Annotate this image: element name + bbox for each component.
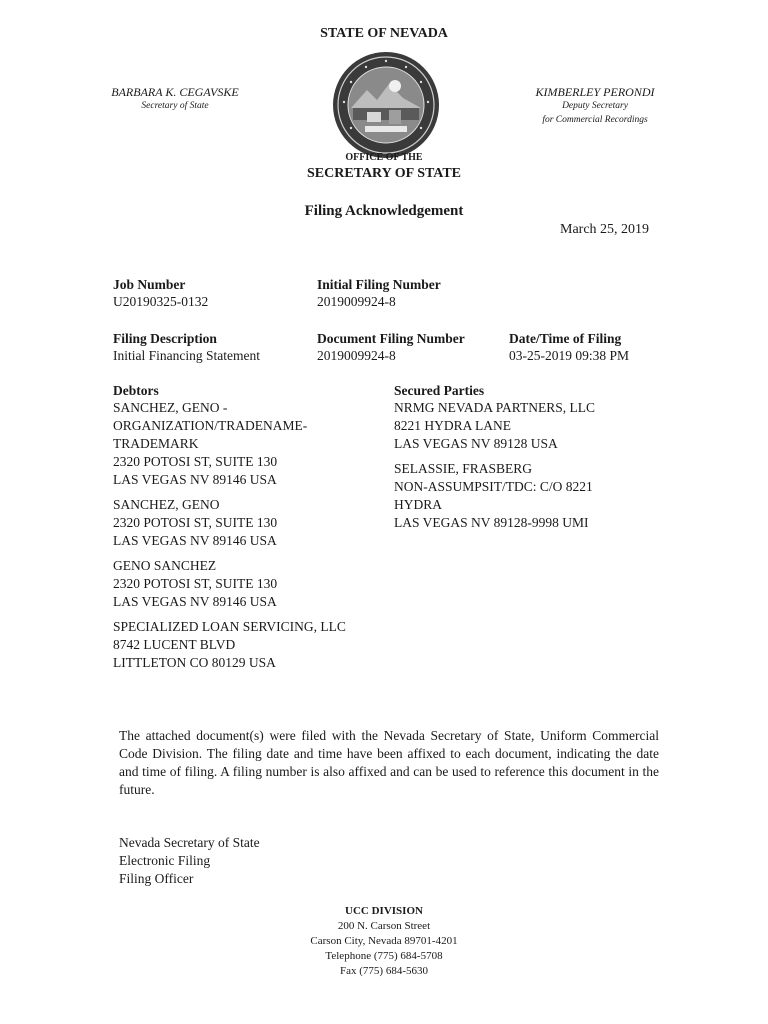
nevada-state-seal-icon [331, 50, 441, 160]
address-line: SANCHEZ, GENO [113, 497, 220, 512]
state-title: STATE OF NEVADA [320, 26, 448, 41]
filing-description-label: Filing Description [113, 331, 217, 346]
debtor-entry [113, 557, 383, 611]
address-line: LAS VEGAS NV 89146 USA [113, 533, 277, 548]
secured-party-entry [394, 460, 654, 532]
debtor-entry [113, 496, 383, 550]
address-line: LAS VEGAS NV 89128-9998 UMI [394, 515, 589, 530]
address-line: SELASSIE, FRASBERG [394, 461, 533, 476]
filing-notice-paragraph: The attached document(s) were filed with the Nevada Secretary of State, Uniform Commercial Code Division. The filing date and time have been affixed to each document, indicating the date and time of filing. A filing number is also affixed and can be used to reference this document in the future. [119, 728, 659, 797]
debtors-label: Debtors [113, 383, 159, 398]
document-filing-value: 2019009924-8 [317, 348, 396, 363]
signature-line: Nevada Secretary of State [119, 835, 260, 850]
deputy-name: KIMBERLEY PERONDI [535, 85, 655, 99]
address-line: 2320 POTOSI ST, SUITE 130 [113, 576, 278, 591]
datetime-filing-label: Date/Time of Filing [509, 331, 622, 346]
debtor-entry [113, 618, 383, 672]
secured-party-entry [394, 399, 654, 453]
address-line: 2320 POTOSI ST, SUITE 130 [113, 515, 278, 530]
address-line: NON-ASSUMPSIT/TDC: C/O 8221 [394, 479, 593, 494]
deputy-role-line2: for Commercial Recordings [542, 115, 648, 125]
filing-description-field [113, 330, 260, 364]
job-number-field [113, 276, 208, 310]
secretary-name: BARBARA K. CEGAVSKE [111, 85, 239, 99]
acknowledgement-date: March 25, 2019 [560, 222, 650, 237]
address-line: SANCHEZ, GENO - [113, 400, 228, 415]
document-filing-label: Document Filing Number [317, 331, 465, 346]
datetime-filing-value: 03-25-2019 09:38 PM [509, 348, 630, 363]
footer-street: 200 N. Carson Street [337, 920, 431, 932]
debtors-section [113, 382, 383, 679]
footer-address [0, 904, 768, 979]
debtor-entry [113, 399, 383, 489]
address-line: TRADEMARK [113, 436, 199, 451]
secretary-role: Secretary of State [141, 101, 209, 111]
job-number-label: Job Number [113, 277, 186, 292]
initial-filing-value: 2019009924-8 [317, 294, 396, 309]
datetime-filing-field [509, 330, 629, 364]
filing-description-value: Initial Financing Statement [113, 348, 260, 363]
address-line: 2320 POTOSI ST, SUITE 130 [113, 454, 278, 469]
footer-fax: Fax (775) 684-5630 [340, 965, 428, 977]
job-number-value: U20190325-0132 [113, 294, 209, 309]
address-line: LAS VEGAS NV 89146 USA [113, 594, 277, 609]
address-line: 8221 HYDRA LANE [394, 418, 511, 433]
secretary-of-state-block [95, 85, 255, 113]
signature-line: Filing Officer [119, 871, 194, 886]
initial-filing-label: Initial Filing Number [317, 277, 441, 292]
address-line: NRMG NEVADA PARTNERS, LLC [394, 400, 595, 415]
footer-phone: Telephone (775) 684-5708 [325, 950, 443, 962]
address-line: GENO SANCHEZ [113, 558, 217, 573]
office-of-label: OFFICE OF THE [345, 152, 423, 163]
footer-city: Carson City, Nevada 89701-4201 [310, 935, 458, 947]
secured-parties-label: Secured Parties [394, 383, 485, 398]
deputy-secretary-block [510, 85, 680, 127]
document-filing-field [317, 330, 465, 364]
initial-filing-field [317, 276, 441, 310]
signature-line: Electronic Filing [119, 853, 211, 868]
signature-block [119, 834, 260, 888]
address-line: 8742 LUCENT BLVD [113, 637, 236, 652]
address-line: LAS VEGAS NV 89128 USA [394, 436, 558, 451]
office-name: SECRETARY OF STATE [306, 166, 462, 181]
document-title: Filing Acknowledgement [304, 203, 464, 219]
address-line: LITTLETON CO 80129 USA [113, 655, 276, 670]
footer-division: UCC DIVISION [345, 905, 423, 917]
address-line: ORGANIZATION/TRADENAME- [113, 418, 308, 433]
address-line: SPECIALIZED LOAN SERVICING, LLC [113, 619, 346, 634]
address-line: LAS VEGAS NV 89146 USA [113, 472, 277, 487]
deputy-role-line1: Deputy Secretary [562, 101, 628, 111]
secured-parties-section [394, 382, 654, 539]
address-line: HYDRA [394, 497, 443, 512]
